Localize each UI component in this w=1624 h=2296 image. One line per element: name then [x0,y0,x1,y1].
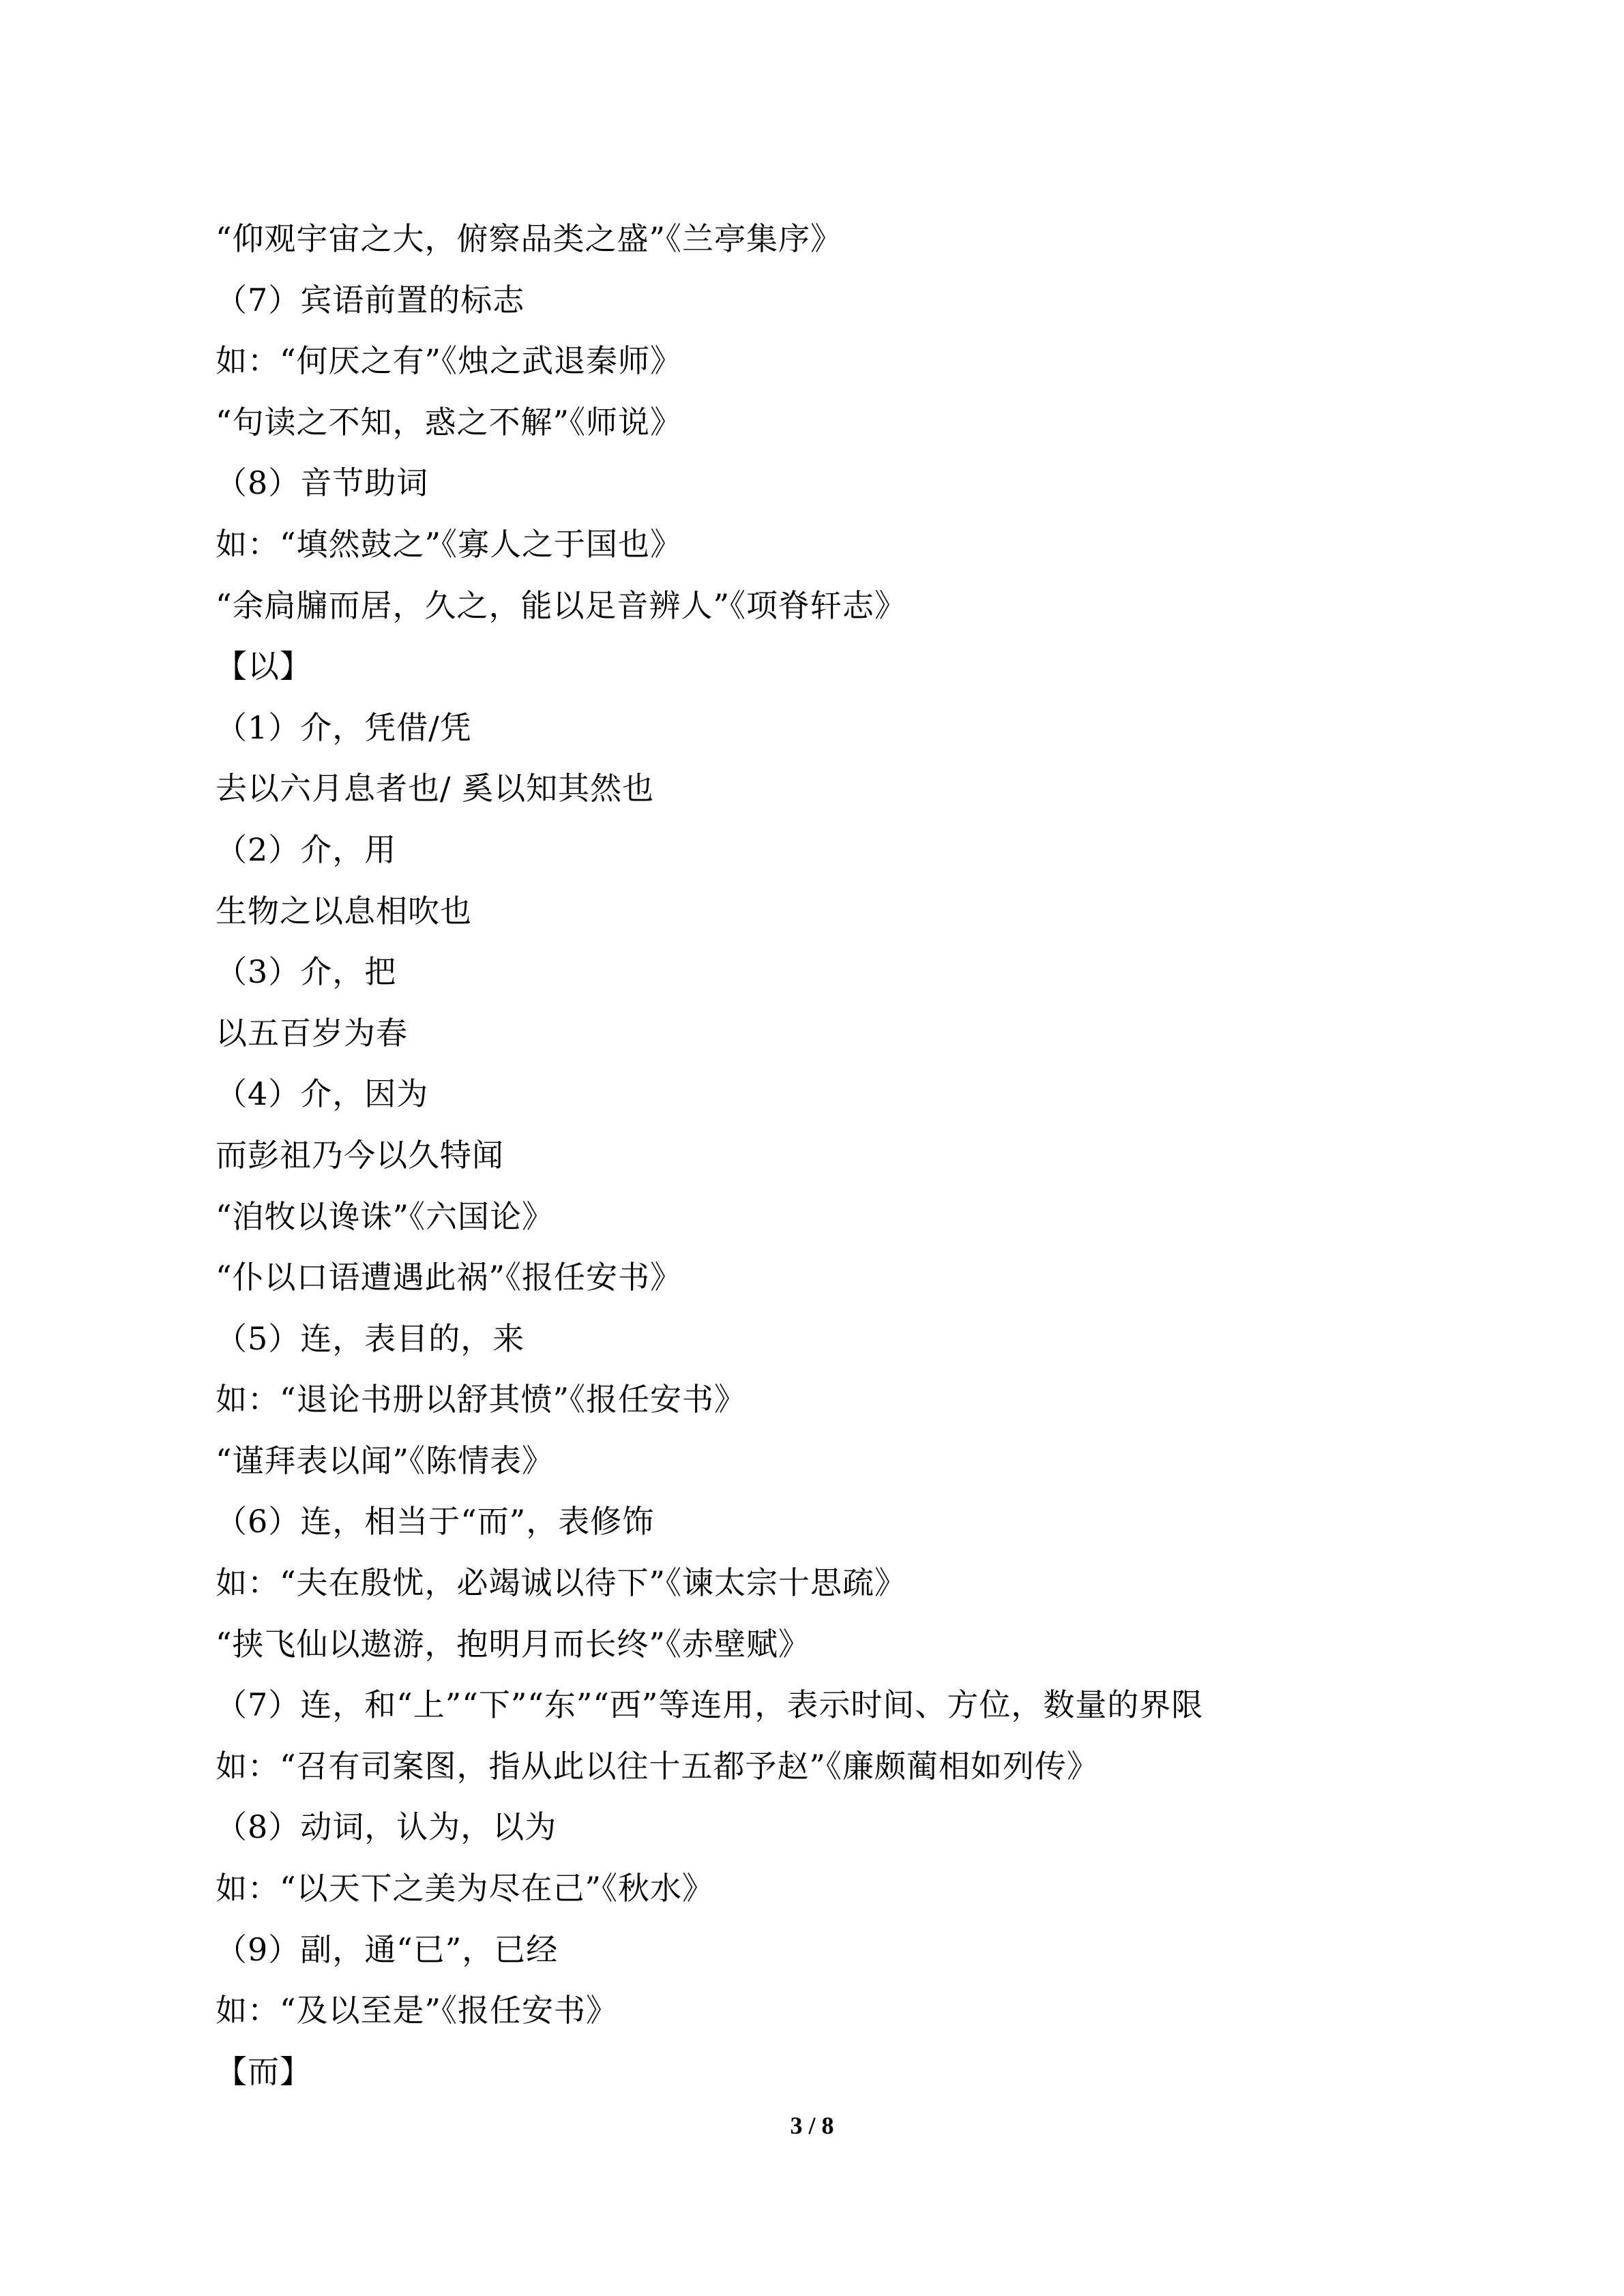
text-body [216,209,1430,2102]
section-heading: 【以】 [216,648,312,685]
text-line: 如：“召有司案图，指从此以往十五都予赵”《廉颇蔺相如列传》 [216,1747,1099,1785]
text-line: 如：“及以至是”《报任安书》 [216,1992,619,2029]
page-number: 3 / 8 [790,2112,834,2139]
text-line: 如：“退论书册以舒其愤”《报任安书》 [216,1381,747,1418]
text-line: （4）介，因为 [216,1075,429,1113]
text-line: 生物之以息相吹也 [216,892,472,929]
text-line: 而彭祖乃今以久特闻 [216,1136,504,1174]
text-line: 如：“夫在殷忧，必竭诚以待下”《谏太宗十思疏》 [216,1564,907,1602]
text-line: （3）介，把 [216,953,397,991]
text-line: 如：“以天下之美为尽在己”《秋水》 [216,1870,715,1907]
text-line: 如：“填然鼓之”《寡人之于国也》 [216,525,683,563]
text-line: “谨拜表以闻”《陈情表》 [216,1442,555,1479]
text-line: （8）音节助词 [216,464,429,502]
text-line: “余扃牖而居，久之，能以足音辨人”《项脊轩志》 [216,586,907,624]
text-line: （6）连，相当于“而”，表修饰 [216,1503,655,1540]
section-heading: 【而】 [216,2053,312,2090]
text-line: “仰观宇宙之大，俯察品类之盛”《兰亭集序》 [216,220,843,257]
text-line: （7）宾语前置的标志 [216,281,525,318]
text-line: 如：“何厌之有”《烛之武退秦师》 [216,342,683,380]
text-line: “挟飞仙以遨游，抱明月而长终”《赤壁赋》 [216,1625,811,1663]
text-line: 以五百岁为春 [216,1014,408,1052]
text-line: （7）连，和“上”“下”“东”“西”等连用，表示时间、方位，数量的界限 [216,1686,1204,1724]
text-line: （9）副，通“已”，已经 [216,1930,559,1968]
text-line: （2）介，用 [216,831,397,868]
text-line: （5）连，表目的，来 [216,1320,525,1357]
text-line: “仆以口语遭遇此祸”《报任安书》 [216,1259,683,1296]
text-line: 去以六月息者也/ 奚以知其然也 [216,770,655,807]
text-line: （1）介，凭借/凭 [216,709,472,746]
text-line: “句读之不知，惑之不解”《师说》 [216,403,683,441]
text-line: （8）动词，认为，以为 [216,1808,557,1846]
text-line: “洎牧以谗诛”《六国论》 [216,1197,555,1235]
